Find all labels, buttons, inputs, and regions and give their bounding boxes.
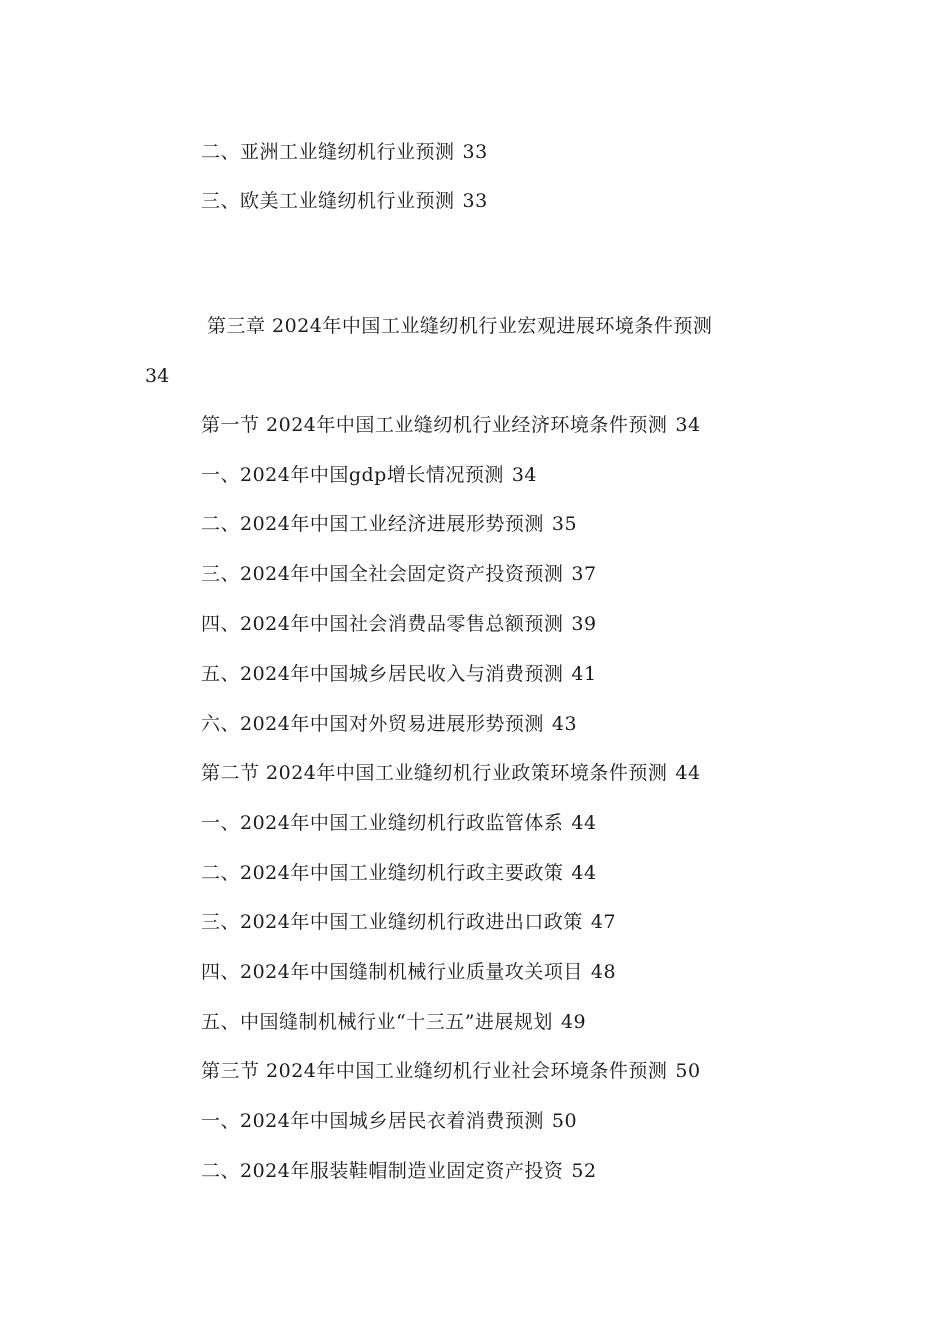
toc-entry-title: 四、2024年中国缝制机械行业质量攻关项目 <box>201 961 583 983</box>
toc-entry-title: 五、2024年中国城乡居民收入与消费预测 <box>201 663 564 685</box>
toc-entry[interactable] <box>201 1109 577 1133</box>
toc-entry-title: 四、2024年中国社会消费品零售总额预测 <box>201 613 564 635</box>
toc-entry-title: 二、2024年中国工业经济进展形势预测 <box>201 513 544 535</box>
toc-entry-page: 34 <box>675 414 701 436</box>
toc-entry-page: 37 <box>571 563 597 585</box>
toc-entry-title: 第三节 2024年中国工业缝纫机行业社会环境条件预测 <box>201 1060 668 1082</box>
toc-entry-page: 49 <box>560 1011 587 1033</box>
toc-entry[interactable] <box>201 463 537 487</box>
toc-entry[interactable] <box>201 512 577 536</box>
toc-entry-title: 五、中国缝制机械行业“十三五”进展规划 <box>201 1011 553 1033</box>
toc-entry-title: 第一节 2024年中国工业缝纫机行业经济环境条件预测 <box>201 414 668 436</box>
toc-entry-title: 二、亚洲工业缝纫机行业预测 <box>201 141 455 163</box>
toc-entry-page: 43 <box>551 713 578 735</box>
toc-entry-page: 33 <box>462 190 488 212</box>
toc-entry-page: 35 <box>551 513 578 535</box>
toc-chapter-page: 34 <box>145 365 170 387</box>
toc-entry[interactable] <box>201 712 577 736</box>
toc-entry[interactable] <box>201 140 488 164</box>
toc-entry[interactable] <box>201 189 488 213</box>
toc-chapter-title[interactable]: 第三章 2024年中国工业缝纫机行业宏观进展环境条件预测 <box>207 315 713 337</box>
toc-entry-title: 二、2024年服装鞋帽制造业固定资产投资 <box>201 1160 564 1182</box>
toc-entry-title: 一、2024年中国工业缝纫机行政监管体系 <box>201 812 564 834</box>
toc-entry-page: 44 <box>571 862 597 884</box>
toc-entry-page: 39 <box>571 613 597 635</box>
toc-entry-page: 50 <box>551 1110 578 1132</box>
toc-entry-title: 三、2024年中国工业缝纫机行政进出口政策 <box>201 911 583 933</box>
toc-entry-page: 50 <box>675 1060 701 1082</box>
toc-entry[interactable] <box>201 1010 586 1034</box>
toc-entry[interactable] <box>201 562 597 586</box>
toc-section[interactable] <box>201 1059 701 1083</box>
toc-entry-page: 48 <box>590 961 617 983</box>
toc-entry-title: 二、2024年中国工业缝纫机行政主要政策 <box>201 862 564 884</box>
toc-entry-page: 44 <box>675 762 701 784</box>
toc-entry-page: 52 <box>571 1160 597 1182</box>
toc-entry[interactable] <box>201 1159 597 1183</box>
toc-section[interactable] <box>201 761 701 785</box>
toc-entry[interactable] <box>201 612 597 636</box>
toc-entry-page: 44 <box>571 812 597 834</box>
toc-entry[interactable] <box>201 861 597 885</box>
toc-entry-title: 三、欧美工业缝纫机行业预测 <box>201 190 455 212</box>
toc-entry-page: 33 <box>462 141 488 163</box>
toc-entry[interactable] <box>201 910 616 934</box>
toc-entry[interactable] <box>201 662 597 686</box>
toc-entry-title: 六、2024年中国对外贸易进展形势预测 <box>201 713 544 735</box>
toc-entry-page: 47 <box>590 911 617 933</box>
toc-entry-title: 一、2024年中国城乡居民衣着消费预测 <box>201 1110 544 1132</box>
toc-entry[interactable] <box>201 811 597 835</box>
toc-entry[interactable] <box>201 960 616 984</box>
toc-entry-page: 34 <box>511 464 538 486</box>
toc-entry-page: 41 <box>571 663 597 685</box>
toc-entry-title: 三、2024年中国全社会固定资产投资预测 <box>201 563 564 585</box>
toc-entry-title: 第二节 2024年中国工业缝纫机行业政策环境条件预测 <box>201 762 668 784</box>
toc-section[interactable] <box>201 413 701 437</box>
toc-entry-title: 一、2024年中国gdp增长情况预测 <box>201 464 504 486</box>
